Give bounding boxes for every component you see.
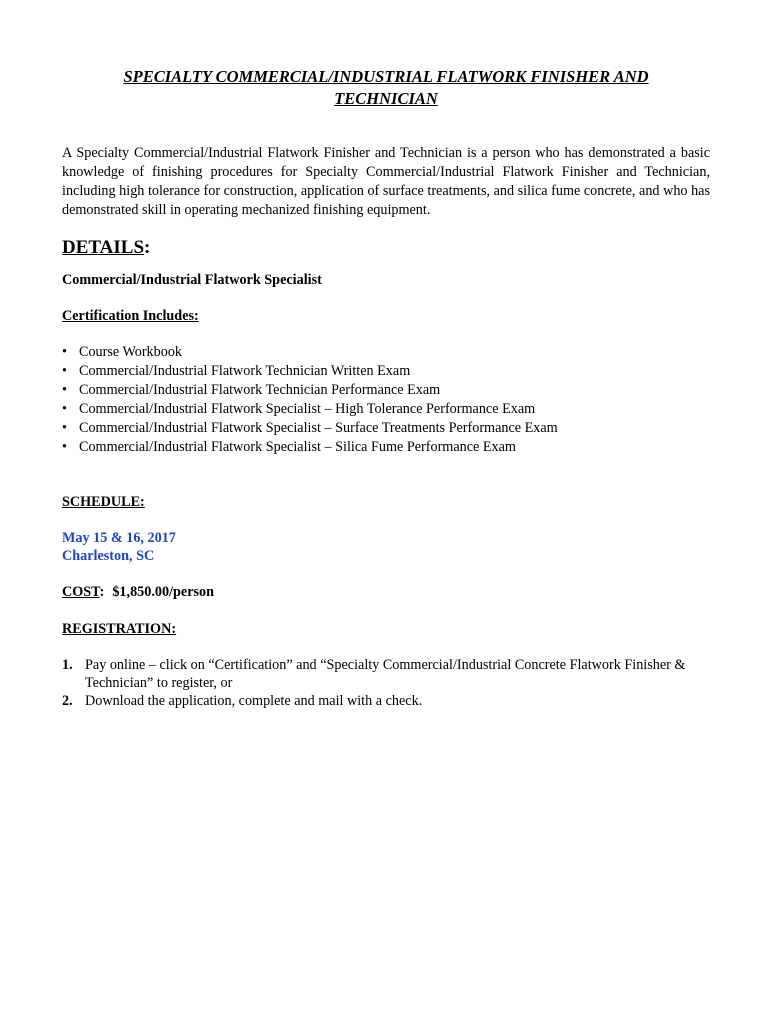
schedule-location: Charleston, SC (62, 548, 155, 564)
step-number: 1. (62, 657, 73, 673)
list-item (62, 362, 710, 381)
step-number: 2. (62, 693, 73, 709)
specialist-heading: Commercial/Industrial Flatwork Specialist (62, 272, 322, 288)
bullet-icon: • (62, 344, 67, 360)
list-item-text: Commercial/Industrial Flatwork Technician Written Exam (79, 363, 411, 379)
list-item-text: Commercial/Industrial Flatwork Technician Performance Exam (79, 382, 441, 398)
cost-value: $1,850.00/person (112, 584, 215, 600)
intro-paragraph: A Specialty Commercial/Industrial Flatwork Finisher and Technician is a person who has demonstrated a basic knowledge of finishing procedures for Specialty Commercial/Industrial Flatwork Finisher and Technician, including high tolerance for construction, application of surface treatments, and silica fume concrete, and who has demonstrated skill in operating mechanized finishing equipment. (62, 145, 710, 218)
bullet-icon: • (62, 401, 67, 417)
bullet-icon: • (62, 420, 67, 436)
details-heading-text: DETAILS (62, 237, 145, 258)
registration-colon: : (171, 621, 177, 637)
details-heading (62, 236, 710, 260)
list-item (62, 692, 710, 710)
list-item-text: Course Workbook (79, 344, 183, 360)
document-title-line-1: SPECIALTY COMMERCIAL/INDUSTRIAL FLATWORK FINISHER AND (123, 67, 649, 86)
schedule-label: SCHEDULE: (62, 494, 145, 510)
schedule-details (62, 529, 710, 565)
list-item-text: Commercial/Industrial Flatwork Specialist – High Tolerance Performance Exam (79, 401, 536, 417)
bullet-icon: • (62, 363, 67, 379)
list-item-text: Commercial/Industrial Flatwork Specialist – Surface Treatments Performance Exam (79, 420, 558, 436)
list-item (62, 400, 710, 419)
bullet-icon: • (62, 382, 67, 398)
certification-label: Certification Includes: (62, 308, 199, 324)
details-heading-colon: : (144, 237, 151, 258)
list-item (62, 438, 710, 457)
certification-list (62, 343, 710, 457)
cost-colon: : (99, 584, 105, 600)
cost-line (62, 583, 710, 602)
schedule-date: May 15 & 16, 2017 (62, 530, 176, 546)
cost-label: COST (62, 584, 100, 600)
document-page (62, 66, 710, 710)
list-item (62, 381, 710, 400)
bullet-icon: • (62, 439, 67, 455)
list-item-text: Commercial/Industrial Flatwork Specialist – Silica Fume Performance Exam (79, 439, 516, 455)
registration-steps (62, 656, 710, 710)
document-title-line-2: TECHNICIAN (334, 89, 438, 108)
list-item (62, 656, 710, 692)
registration-label: REGISTRATION (62, 621, 172, 637)
step-text: Download the application, complete and mail with a check. (85, 693, 423, 709)
schedule-section (62, 493, 710, 565)
registration-heading (62, 620, 710, 639)
step-text: Pay online – click on “Certification” and “Specialty Commercial/Industrial Concrete Flatwork Finisher & Technician” to register, or (85, 657, 686, 691)
document-title (62, 66, 710, 110)
list-item (62, 343, 710, 362)
list-item (62, 419, 710, 438)
